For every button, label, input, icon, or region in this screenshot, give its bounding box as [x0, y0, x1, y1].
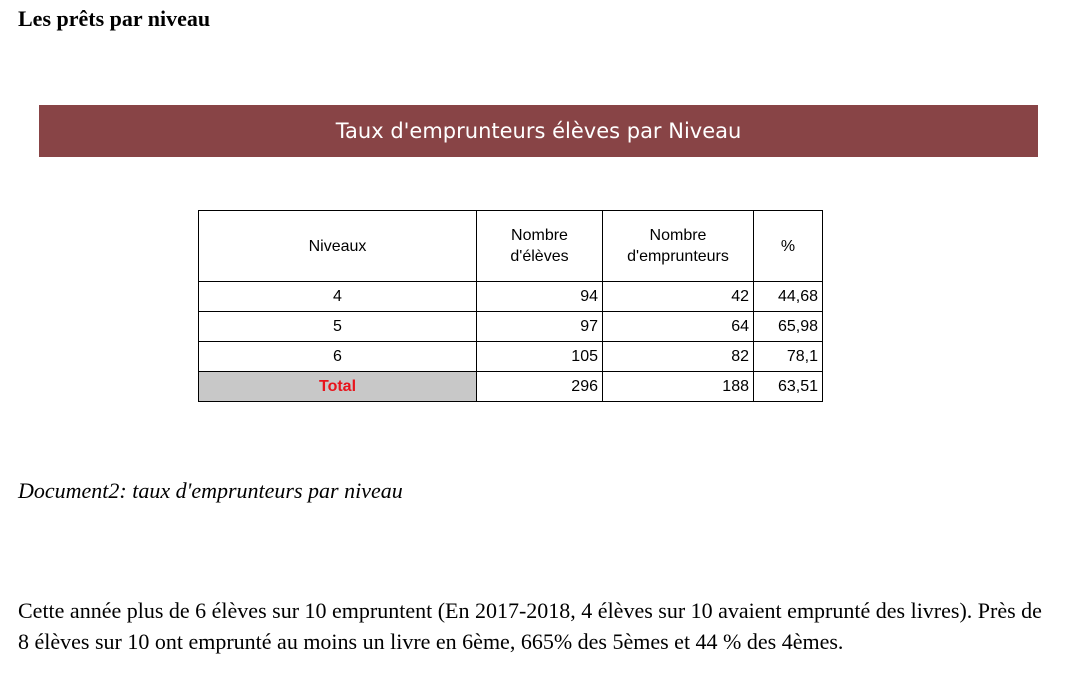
table-row [199, 342, 823, 372]
cell-eleves: 105 [477, 342, 603, 372]
cell-emprunteurs: 82 [603, 342, 754, 372]
cell-percent: 65,98 [754, 312, 823, 342]
header-percent: % [754, 211, 823, 282]
cell-total-eleves: 296 [477, 372, 603, 402]
table-row [199, 312, 823, 342]
table-title-banner: Taux d'emprunteurs élèves par Niveau [39, 105, 1038, 157]
section-title: Les prêts par niveau [18, 6, 211, 31]
cell-emprunteurs: 42 [603, 282, 754, 312]
header-niveaux: Niveaux [199, 211, 477, 282]
document-caption: Document2: taux d'emprunteurs par niveau [18, 478, 403, 503]
cell-emprunteurs: 64 [603, 312, 754, 342]
borrowers-table [198, 210, 823, 402]
cell-percent: 78,1 [754, 342, 823, 372]
header-nombre-eleves: Nombre d'élèves [477, 211, 603, 282]
cell-eleves: 94 [477, 282, 603, 312]
cell-niveau: 4 [199, 282, 477, 312]
cell-eleves: 97 [477, 312, 603, 342]
table-row [199, 282, 823, 312]
cell-total-emprunteurs: 188 [603, 372, 754, 402]
header-nombre-emprunteurs: Nombre d'emprunteurs [603, 211, 754, 282]
cell-total-label: Total [199, 372, 477, 402]
table-header-row [199, 211, 823, 282]
cell-percent: 44,68 [754, 282, 823, 312]
table-total-row [199, 372, 823, 402]
cell-niveau: 6 [199, 342, 477, 372]
body-paragraph: Cette année plus de 6 élèves sur 10 empruntent (En 2017-2018, 4 élèves sur 10 avaient emprunté des livres). Près de 8 élèves sur 10 ont emprunté au moins un livre en 6ème, 665% des 5èmes et 44 % des 4èmes. [18, 598, 1042, 654]
cell-niveau: 5 [199, 312, 477, 342]
cell-total-percent: 63,51 [754, 372, 823, 402]
